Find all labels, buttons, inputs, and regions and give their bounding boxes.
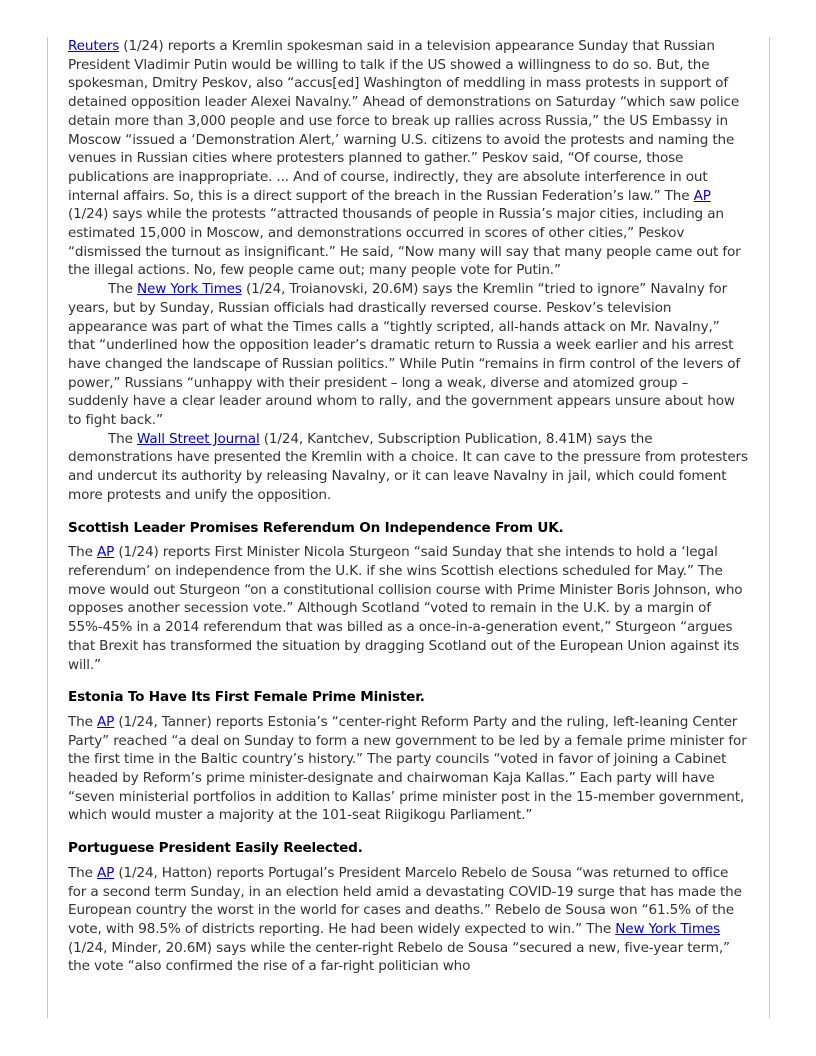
ap-link[interactable]: AP — [97, 544, 115, 561]
ap-link[interactable]: AP — [693, 187, 711, 204]
ap-link[interactable]: AP — [97, 864, 115, 881]
document-content — [68, 37, 750, 976]
portugal-paragraph: The AP (1/24, Hatton) reports Portugal’s President Marcelo Rebelo de Sousa “was returned to office for a second term Sunday, in an election held amid a devastating COVID-19 surge that has made the European country the worst in the world for cases and deaths.” Rebelo de Sousa won “61.5% of the vote, with 98.5% of districts reporting. He had been widely expected to win.” The New York Times (1/24, Minder, 20.6M) says while the center-right Rebelo de Sousa “secured a new, five-year term,” the vote “also confirmed the rise of a far-right politician who — [68, 864, 742, 975]
nyt-link[interactable]: New York Times — [615, 920, 721, 937]
wsj-link[interactable]: Wall Street Journal — [137, 430, 260, 447]
estonia-headline: Estonia To Have Its First Female Prime Minister. — [68, 689, 425, 706]
reuters-link[interactable]: Reuters — [68, 38, 120, 54]
ap-link[interactable]: AP — [97, 713, 115, 730]
scotland-paragraph: The AP (1/24) reports First Minister Nicola Sturgeon “said Sunday that she intends to hold a ‘legal referendum’ on independence from the U.K. if she wins Scottish elections scheduled for May.” The move would out Sturgeon “on a constitutional collision course with Prime Minister Boris Johnson, who opposes another secession vote.” Although Scotland “voted to remain in the U.K. by a margin of 55%-45% in a 2014 referendum that was billed as a once-in-a-generation event,” Sturgeon “argues that Brexit has transformed the situation by dragging Scotland out of the European Union against its will.” — [68, 544, 743, 673]
russia-paragraph-2: The New York Times (1/24, Troianovski, 20.6M) says the Kremlin “tried to ignore” Navalny for years, but by Sunday, Russian officials had drastically reversed course. Peskov’s television appearance was part of what the Times calls a “tightly scripted, all-hands attack on Mr. Navalny,” that “underlined how the opposition leader’s dramatic return to Russia a week earlier and his arrest have changed the landscape of Russian politics.” While Putin “remains in firm control of the levers of power,” Russians “unhappy with their president – long a weak, diverse and atomized group – suddenly have a clear leader around whom to rally, and the government appears unsure about how to fight back.” — [68, 281, 741, 429]
nyt-link[interactable]: New York Times — [137, 281, 242, 298]
russia-paragraph-1: Reuters (1/24) reports a Kremlin spokesman said in a television appearance Sunday that Russian President Vladimir Putin would be willing to talk if the US showed a willingness to do so. But, the spokesman, Dmitry Peskov, also “accus[ed] Washington of meddling in mass protests in support of detained opposition leader Alexei Navalny.” Ahead of demonstrations on Saturday “which saw police detain more than 3,000 people and use force to break up rallies across Russia,” the US Embassy in Moscow “issued a ‘Demonstration Alert,’ warning U.S. citizens to avoid the protests and naming the venues in Russian cities where protesters planned to gather.” Peskov said, “Of course, those publications are inappropriate. ... And of course, indirectly, they are absolute interference in out internal affairs. So, this is a direct support of the breach in the Russian Federation’s law.” The AP (1/24) says while the protests “attracted thousands of people in Russia’s major cities, including an estimated 15,000 in Moscow, and demonstrations occurred in scores of other cities,” Peskov “dismissed the turnout as insignificant.” He said, “Now many will say that many people came out for the illegal actions. No, few people came out; many people vote for Putin.” — [68, 38, 741, 279]
estonia-paragraph: The AP (1/24, Tanner) reports Estonia’s “center-right Reform Party and the ruling, left-leaning Center Party” reached “a deal on Sunday to form a new government to be led by a female prime minister for the first time in the Baltic country’s history.” The party councils “voted in favor of joining a Cabinet headed by Reform’s prime minister-designate and chairwoman Kaja Kallas.” Each party will have “seven ministerial portfolios in addition to Kallas’ prime minister post in the 15-member government, which would muster a majority at the 101-seat Riigikogu Parliament.” — [68, 713, 747, 824]
scotland-headline: Scottish Leader Promises Referendum On Independence From UK. — [68, 519, 564, 536]
portugal-headline: Portuguese President Easily Reelected. — [68, 840, 363, 857]
russia-paragraph-3: The Wall Street Journal (1/24, Kantchev, Subscription Publication, 8.41M) says the demonstrations have presented the Kremlin with a choice. It can cave to the pressure from protesters and undercut its authority by releasing Navalny, or it can leave Navalny in jail, which could foment more protests and unify the opposition. — [68, 430, 748, 503]
